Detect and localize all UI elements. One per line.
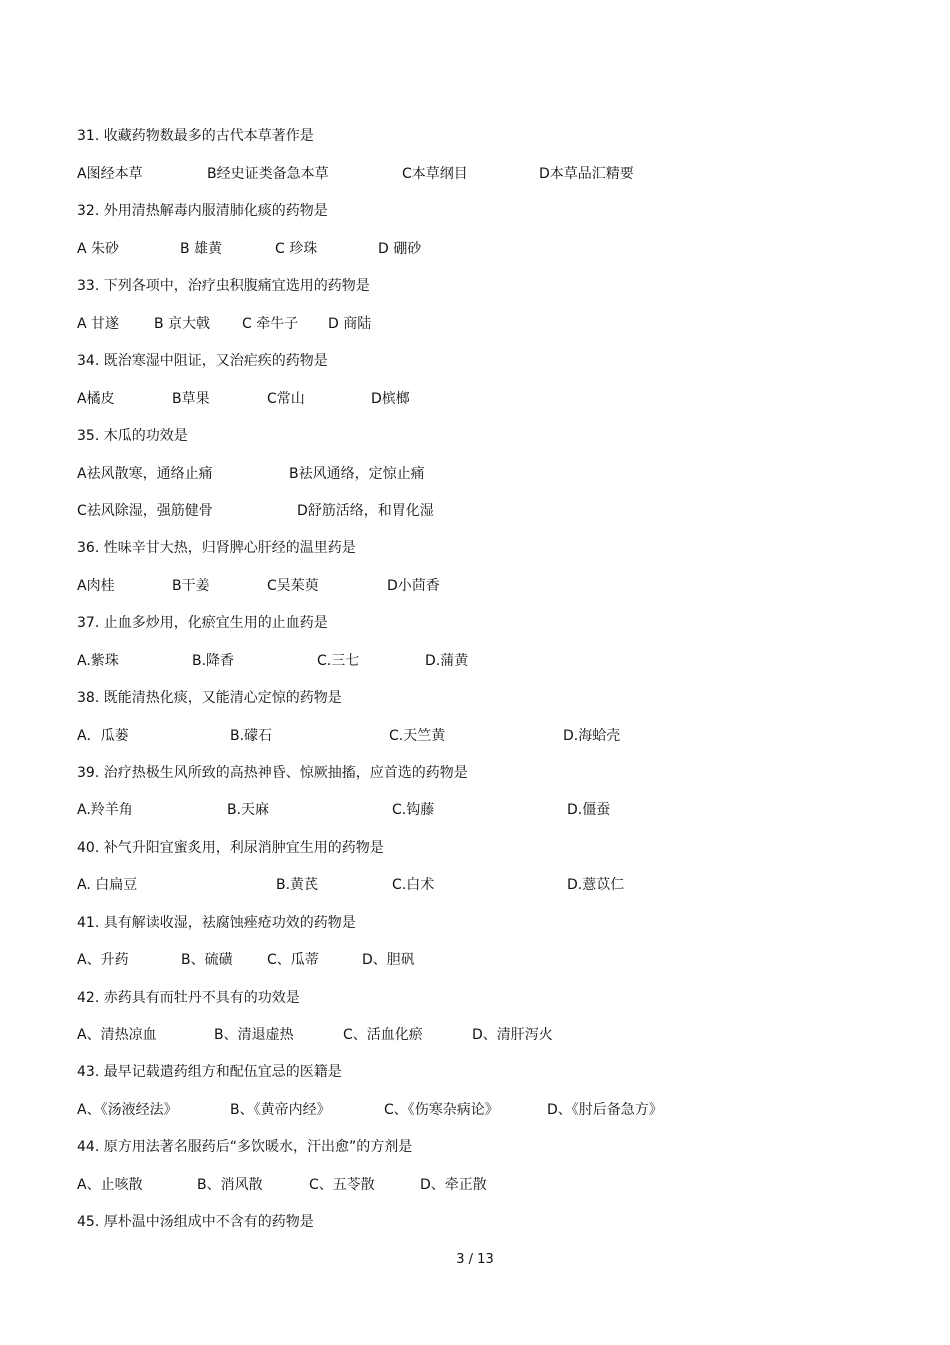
option-a: A图经本草 [77, 166, 143, 182]
option-d: D、《肘后备急方》 [547, 1102, 663, 1118]
option-c: C吴茱萸 [267, 578, 319, 594]
option-b: B 京大戟 [154, 316, 211, 332]
option-a: A、升药 [77, 952, 129, 968]
option-c: C.三七 [317, 653, 360, 669]
option-c: C.天竺黄 [389, 728, 446, 744]
option-c: C常山 [267, 391, 305, 407]
option-c: C祛风除湿，强筋健骨 [77, 503, 213, 519]
option-a: A、清热凉血 [77, 1027, 157, 1043]
option-b: B.礞石 [230, 728, 273, 744]
option-b: B.降香 [192, 653, 235, 669]
option-b: B.天麻 [227, 802, 270, 818]
option-a: A祛风散寒，通络止痛 [77, 466, 213, 482]
option-d: D、牵正散 [420, 1177, 487, 1193]
question-42: 42. 赤药具有而牡丹不具有的功效是 [77, 990, 300, 1006]
option-d: D、清肝泻火 [472, 1027, 553, 1043]
option-b: B祛风通络，定惊止痛 [289, 466, 425, 482]
question-33: 33. 下列各项中，治疗虫积腹痛宜选用的药物是 [77, 278, 370, 294]
question-43: 43. 最早记载遣药组方和配伍宜忌的医籍是 [77, 1064, 342, 1080]
question-35: 35. 木瓜的功效是 [77, 428, 188, 444]
option-c: C、《伤寒杂病论》 [384, 1102, 499, 1118]
option-d: D.薏苡仁 [567, 877, 625, 893]
option-b: B经史证类备急本草 [207, 166, 329, 182]
option-d: D.蒲黄 [425, 653, 469, 669]
question-44: 44. 原方用法著名服药后“多饮暖水，汗出愈”的方剂是 [77, 1139, 413, 1155]
option-c: C 牵牛子 [242, 316, 299, 332]
option-b: B草果 [172, 391, 210, 407]
option-b: B、消风散 [197, 1177, 263, 1193]
option-d: D、胆矾 [362, 952, 415, 968]
option-d: D本草品汇精要 [539, 166, 634, 182]
option-a: A、止咳散 [77, 1177, 143, 1193]
option-a: A、《汤液经法》 [77, 1102, 178, 1118]
option-b: B干姜 [172, 578, 210, 594]
question-31: 31. 收藏药物数最多的古代本草著作是 [77, 128, 314, 144]
question-38: 38. 既能清热化痰，又能清心定惊的药物是 [77, 690, 342, 706]
question-40: 40. 补气升阳宜蜜炙用，利尿消肿宜生用的药物是 [77, 840, 384, 856]
page-number: 3 / 13 [456, 1252, 494, 1267]
option-b: B.黄芪 [276, 877, 319, 893]
option-c: C、活血化瘀 [343, 1027, 423, 1043]
option-b: B、硫磺 [181, 952, 233, 968]
option-c: C.白术 [392, 877, 435, 893]
option-a: A.羚羊角 [77, 802, 133, 818]
option-b: B 雄黄 [180, 241, 223, 257]
option-a: A. 白扁豆 [77, 877, 138, 893]
question-34: 34. 既治寒湿中阻证，又治疟疾的药物是 [77, 353, 328, 369]
option-a: A.紫珠 [77, 653, 119, 669]
option-c: C、瓜蒂 [267, 952, 319, 968]
option-a: A．瓜蒌 [77, 728, 129, 744]
option-d: D 硼砂 [378, 241, 422, 257]
option-a: A 朱砂 [77, 241, 120, 257]
option-a: A 甘遂 [77, 316, 120, 332]
option-d: D.僵蚕 [567, 802, 611, 818]
option-b: B、清退虚热 [214, 1027, 294, 1043]
question-37: 37. 止血多炒用，化瘀宜生用的止血药是 [77, 615, 328, 631]
option-a: A肉桂 [77, 578, 115, 594]
option-c: C本草纲目 [402, 166, 468, 182]
option-d: D舒筋活络，和胃化湿 [297, 503, 434, 519]
option-d: D槟榔 [371, 391, 410, 407]
question-32: 32. 外用清热解毒内服清肺化痰的药物是 [77, 203, 328, 219]
question-36: 36. 性味辛甘大热，归肾脾心肝经的温里药是 [77, 540, 356, 556]
option-c: C.钩藤 [392, 802, 435, 818]
option-b: B、《黄帝内经》 [230, 1102, 331, 1118]
option-d: D.海蛤壳 [563, 728, 621, 744]
option-c: C、五苓散 [309, 1177, 375, 1193]
option-c: C 珍珠 [275, 241, 318, 257]
option-d: D小茴香 [387, 578, 440, 594]
question-45: 45. 厚朴温中汤组成中不含有的药物是 [77, 1214, 314, 1230]
option-d: D 商陆 [328, 316, 372, 332]
option-a: A橘皮 [77, 391, 115, 407]
question-41: 41. 具有解读收湿，祛腐蚀痤疮功效的药物是 [77, 915, 356, 931]
question-39: 39. 治疗热极生风所致的高热神昏、惊厥抽搐，应首选的药物是 [77, 765, 468, 781]
